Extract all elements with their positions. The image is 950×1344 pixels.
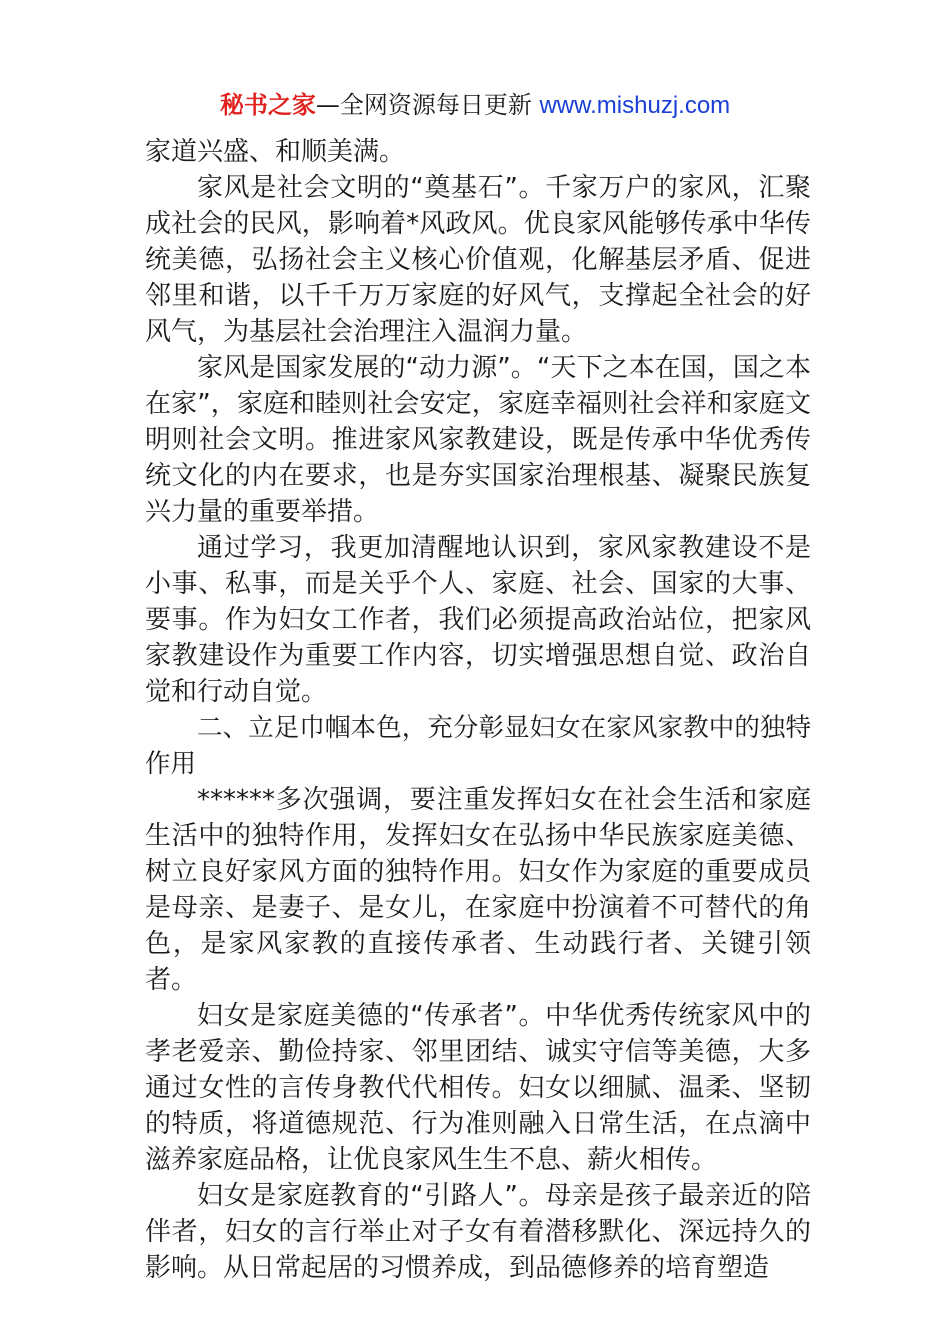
header-separator: — (315, 91, 340, 119)
site-header (0, 88, 950, 123)
site-url-link[interactable]: www.mishuzj.com (539, 92, 731, 119)
site-tagline: 全网资源每日更新 (339, 91, 532, 119)
paragraph: 妇女是家庭教育的“引路人”。母亲是孩子最亲近的陪伴者，妇女的言行举止对子女有着潜移默化、深远持久的影响。从日常起居的习惯养成，到品德修养的培育塑造 (145, 1181, 811, 1283)
site-brand: 秘书之家 (219, 91, 316, 119)
paragraph: ******多次强调，要注重发挥妇女在社会生活和家庭生活中的独特作用，发挥妇女在弘扬中华民族家庭美德、树立良好家风方面的独特作用。妇女作为家庭的重要成员是母亲、是妻子、是女儿，在家庭中扮演着不可替代的角色，是家风家教的直接传承者、生动践行者、关键引领者。 (145, 785, 811, 995)
paragraph: 家风是国家发展的“动力源”。“天下之本在国，国之本在家”，家庭和睦则社会安定，家庭幸福则社会祥和家庭文明则社会文明。推进家风家教建设，既是传承中华优秀传统文化的内在要求，也是夯实国家治理根基、凝聚民族复兴力量的重要举措。 (145, 353, 811, 527)
paragraph: 妇女是家庭美德的“传承者”。中华优秀传统家风中的孝老爱亲、勤俭持家、邻里团结、诚实守信等美德，大多通过女性的言传身教代代相传。妇女以细腻、温柔、坚韧的特质，将道德规范、行为准则融入日常生活，在点滴中滋养家庭品格，让优良家风生生不息、薪火相传。 (145, 1001, 811, 1175)
document-body (145, 134, 811, 1286)
paragraph: 家风是社会文明的“奠基石”。千家万户的家风，汇聚成社会的民风，影响着*风政风。优良家风能够传承中华传统美德，弘扬社会主义核心价值观，化解基层矛盾、促进邻里和谐，以千千万万家庭的好风气，支撑起全社会的好风气，为基层社会治理注入温润力量。 (145, 173, 811, 347)
paragraph: 通过学习，我更加清醒地认识到，家风家教建设不是小事、私事，而是关乎个人、家庭、社会、国家的大事、要事。作为妇女工作者，我们必须提高政治站位，把家风家教建设作为重要工作内容，切实增强思想自觉、政治自觉和行动自觉。 (145, 533, 811, 707)
paragraph: 家道兴盛、和顺美满。 (145, 137, 406, 167)
section-heading: 二、立足巾帼本色，充分彰显妇女在家风家教中的独特作用 (145, 713, 811, 779)
